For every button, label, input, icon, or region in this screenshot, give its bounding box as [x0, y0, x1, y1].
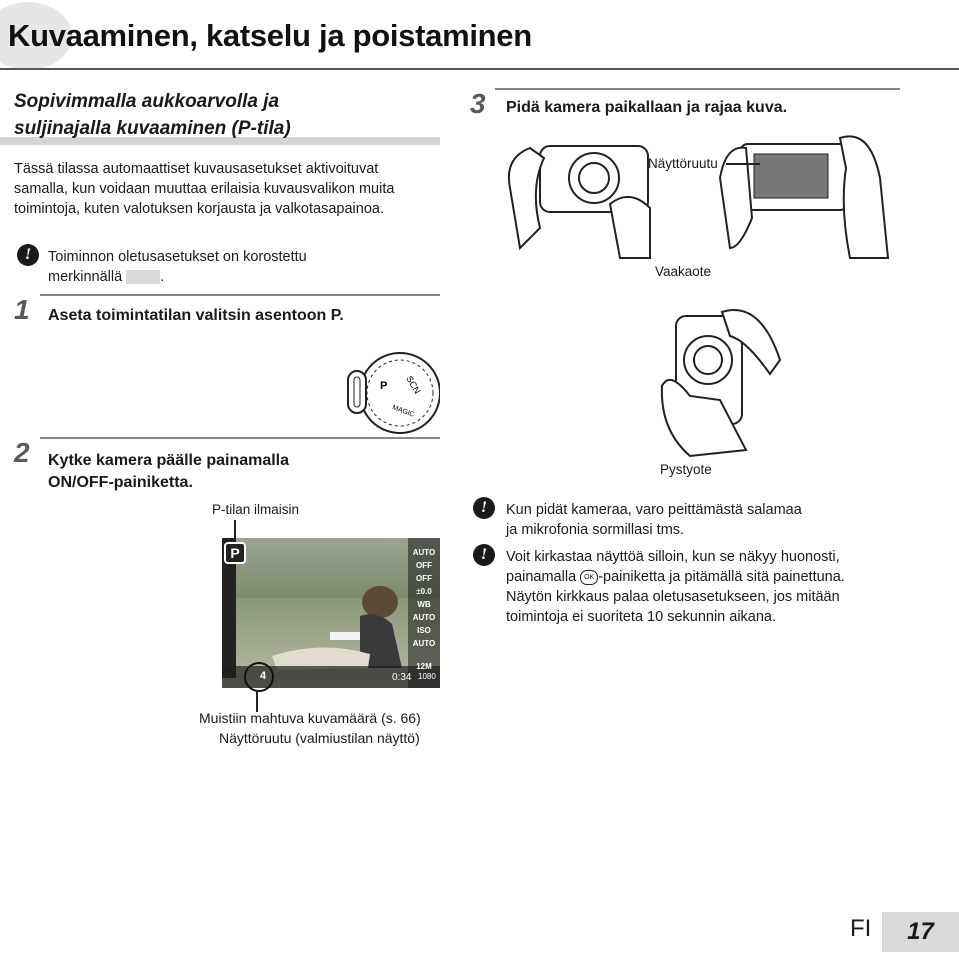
intro-text: Tässä tilassa automaattiset kuvausasetukset aktivoituvat samalla, kun voidaan muuttaa erilaisia kuvausvalikon muita toimintoja, kuten valotuksen korjausta ja valkotasapainoa. — [14, 161, 395, 217]
step2-line1: Kytke kamera päälle painamalla — [48, 452, 290, 469]
camera-lens-inner — [579, 163, 609, 193]
note2-suffix: -painiketta ja pitämällä sitä painettuna. — [598, 569, 845, 585]
ok-button-icon: OK — [580, 570, 598, 585]
note2-line2 — [506, 567, 845, 587]
vertical-grip-label: Pystyote — [660, 462, 712, 477]
section-heading — [14, 88, 440, 142]
mode-dial-outer — [360, 353, 440, 433]
screen-photo-figure — [252, 558, 412, 678]
mode-dial-illustration — [340, 345, 440, 435]
macro-off-icon: OFF — [416, 561, 432, 570]
caution-icon-2: ! — [473, 544, 495, 566]
note-default-settings — [48, 247, 307, 287]
step3-rule — [495, 88, 900, 90]
caution-icon: ! — [17, 244, 39, 266]
shots-highlight-circle — [244, 662, 274, 692]
vertical-lens-inner — [694, 346, 722, 374]
page-title: Kuvaaminen, katselu ja poistaminen — [8, 18, 532, 53]
note-default-line2 — [48, 267, 307, 287]
section-heading-line1: Sopivimmalla aukkoarvolla ja — [14, 91, 280, 112]
highlight-swatch — [126, 270, 160, 284]
screen-right-icons — [410, 546, 438, 673]
note2-line4: toimintoja ei suoriteta 10 sekunnin aikana. — [506, 609, 777, 625]
language-code: FI — [850, 915, 872, 942]
camera-back-screen — [754, 154, 828, 198]
note-default-suffix: . — [160, 269, 165, 285]
step1-rule — [40, 294, 440, 296]
step2-text — [48, 450, 289, 494]
page-number: 17 — [882, 912, 959, 952]
back-right-hand — [840, 136, 888, 258]
caption-standby-screen: Näyttöruutu (valmiustilan näyttö) — [219, 730, 420, 746]
image-size-icon: 12M — [416, 662, 432, 671]
dial-label-p: P — [380, 380, 388, 392]
section-heading-line2-wrap — [14, 115, 440, 142]
step3-text: Pidä kamera paikallaan ja rajaa kuva. — [506, 99, 788, 116]
note-default-prefix: merkinnällä — [48, 269, 123, 285]
title-rule — [0, 68, 959, 70]
note2-line1: Voit kirkastaa näyttöä silloin, kun se näkyy huonosti, — [506, 549, 840, 565]
back-left-hand — [720, 148, 752, 248]
exposure-comp-icon: ±0.0 — [416, 587, 432, 596]
video-res: 1080 — [418, 672, 436, 681]
flash-auto-icon: AUTO — [412, 548, 436, 557]
p-mode-icon: P — [224, 542, 246, 564]
dial-label-magic: MAGIC — [391, 404, 416, 419]
vertical-grip-illustration — [650, 300, 800, 460]
step2-number: 2 — [14, 437, 30, 468]
note-flash-mic — [506, 500, 802, 540]
horizontal-grip-label: Vaakaote — [655, 264, 712, 279]
caption-shots-remaining: Muistiin mahtuva kuvamäärä (s. 66) — [199, 710, 421, 726]
step2-line2: ON/OFF-painiketta. — [48, 474, 193, 491]
section-heading-line2: suljinajalla kuvaaminen (P-tila) — [14, 118, 291, 139]
note2-prefix: painamalla — [506, 569, 577, 585]
right-hand — [610, 197, 650, 258]
shots-remaining: 4 — [260, 670, 267, 682]
figure-book — [330, 632, 360, 640]
video-time: 0:34 — [392, 672, 412, 683]
caution-icon-1: ! — [473, 497, 495, 519]
screen-captions — [199, 708, 449, 748]
self-timer-off-icon: OFF — [416, 574, 432, 583]
step1-text: Aseta toimintatilan valitsin asentoon P. — [48, 307, 344, 324]
horizontal-grip-illustration — [500, 128, 900, 268]
step3-number: 3 — [470, 88, 486, 119]
note1-line2: ja mikrofonia sormillasi tms. — [506, 522, 685, 538]
dial-label-scn: SCN — [404, 374, 423, 396]
p-mode-indicator-label: P-tilan ilmaisin — [212, 502, 300, 517]
wb-auto-icon: WB AUTO — [412, 600, 436, 622]
step2-rule — [40, 437, 440, 439]
screen-label: Näyttöruutu — [648, 156, 718, 171]
note2-line3: Näytön kirkkaus palaa oletusasetukseen, jos mitään — [506, 589, 840, 605]
iso-auto-icon: ISO AUTO — [412, 626, 436, 648]
left-hand — [509, 148, 544, 248]
step1-number: 1 — [14, 294, 30, 325]
note-default-line1: Toiminnon oletusasetukset on korostettu — [48, 249, 307, 265]
note1-line1: Kun pidät kameraa, varo peittämästä salamaa — [506, 502, 802, 518]
figure-hair — [362, 586, 398, 618]
note-brightness — [506, 547, 845, 627]
